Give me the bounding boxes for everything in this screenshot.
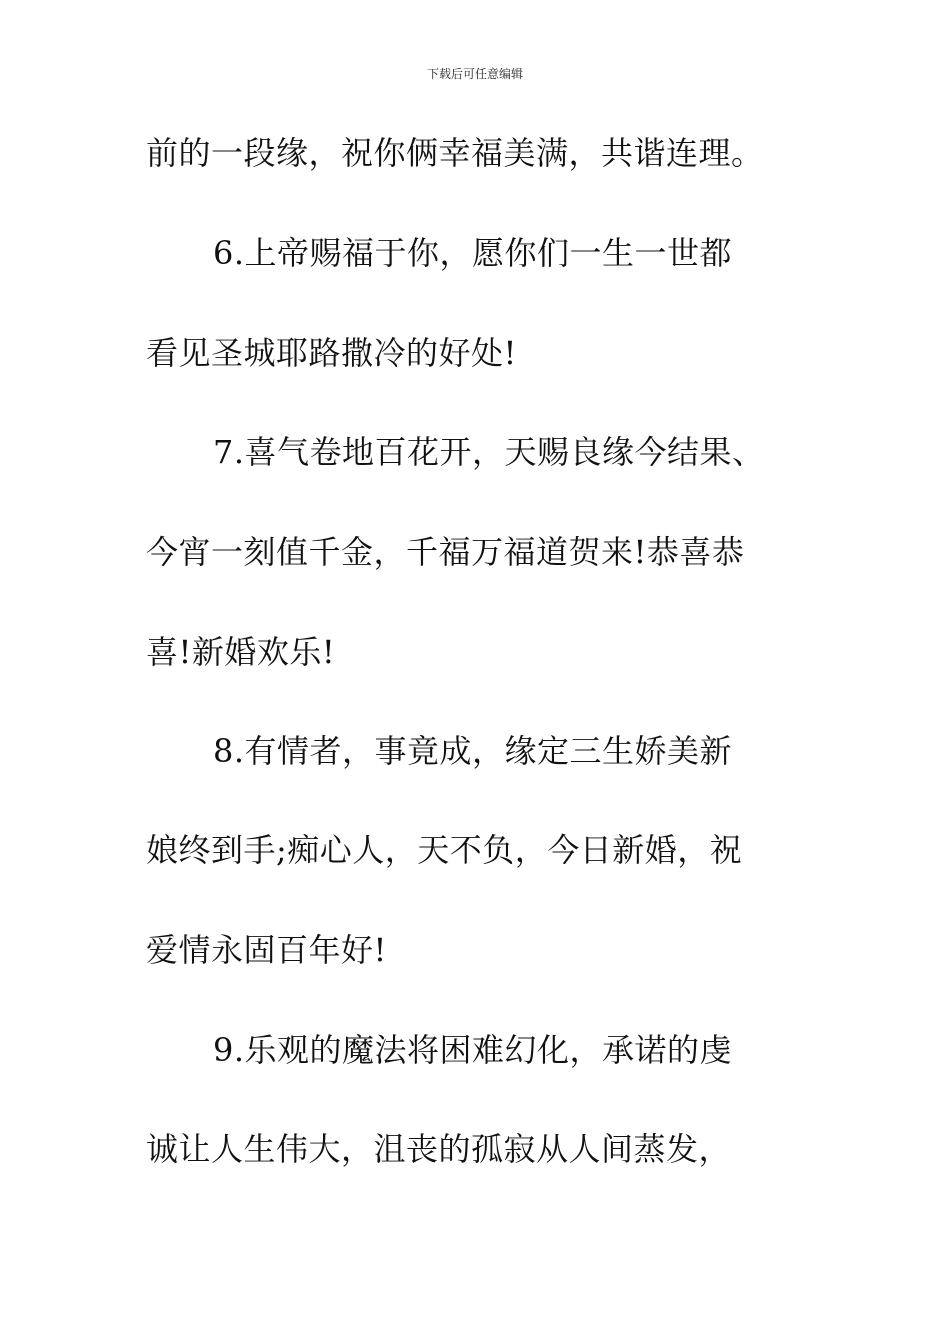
text-line: 8.有情者，事竟成，缘定三生娇美新 xyxy=(213,732,733,770)
page-header-note: 下载后可任意编辑 xyxy=(426,67,523,81)
text-line: 爱情永固百年好! xyxy=(146,931,387,969)
text-line: 看见圣城耶路撒冷的好处! xyxy=(146,334,517,372)
text-line: 诚让人生伟大，沮丧的孤寂从人间蒸发， xyxy=(146,1130,732,1168)
text-line: 6.上帝赐福于你，愿你们一生一世都 xyxy=(213,234,733,272)
text-line: 喜!新婚欢乐! xyxy=(146,633,336,671)
text-line: 娘终到手;痴心人，天不负，今日新婚，祝 xyxy=(146,831,743,869)
text-line: 前的一段缘，祝你俩幸福美满，共谐连理。 xyxy=(146,134,764,172)
text-line: 7.喜气卷地百花开，天赐良缘今结果、 xyxy=(213,433,765,471)
text-line: 今宵一刻值千金，千福万福道贺来!恭喜恭 xyxy=(146,533,745,571)
text-line: 9.乐观的魔法将困难幻化，承诺的虔 xyxy=(213,1031,733,1069)
